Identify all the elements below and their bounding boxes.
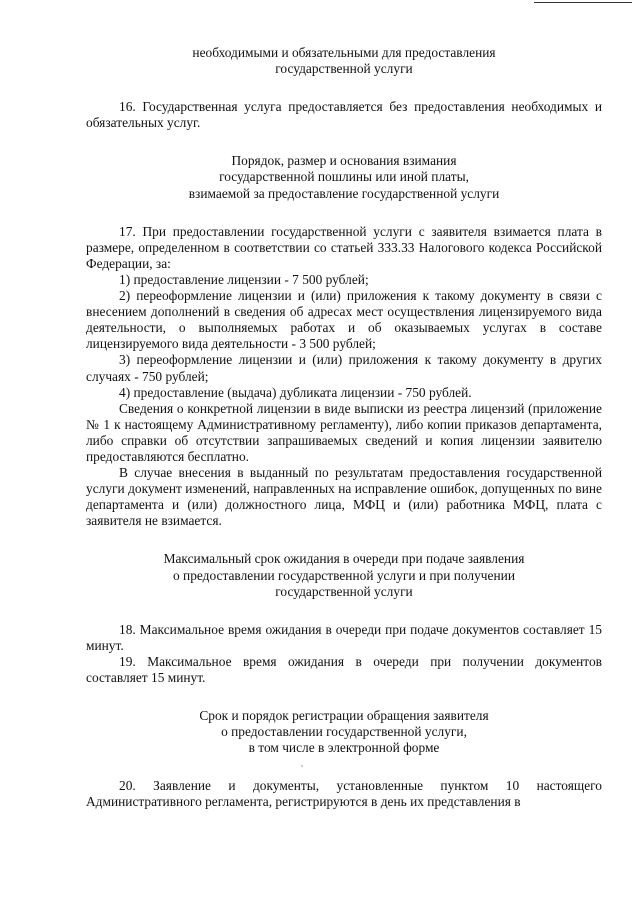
heading-line: государственной услуги bbox=[275, 61, 413, 77]
section-heading-registration bbox=[86, 708, 602, 756]
paragraph-16: 16. Государственная услуга предоставляется без предоставления необходимых и обязательных услуг. bbox=[86, 99, 602, 131]
section-heading-fee bbox=[86, 153, 602, 201]
top-edge-rule bbox=[534, 2, 632, 3]
heading-line: в том числе в электронной форме bbox=[248, 740, 440, 756]
heading-line: о предоставлении государственной услуги, bbox=[221, 724, 467, 740]
heading-line: Максимальный срок ожидания в очереди при подаче заявления bbox=[163, 551, 525, 567]
heading-line: о предоставлении государственной услуги и при получении bbox=[173, 567, 515, 583]
heading-line: взимаемой за предоставление государственной услуги bbox=[188, 185, 500, 201]
paragraph-18: 18. Максимальное время ожидания в очереди при подаче документов составляет 15 минут. bbox=[86, 621, 602, 653]
heading-line: Срок и порядок регистрации обращения заявителя bbox=[199, 708, 489, 724]
heading-line: необходимыми и обязательными для предоставления bbox=[192, 45, 496, 60]
paragraph-free-info: Сведения о конкретной лицензии в виде выписки из реестра лицензий (приложение № 1 к настоящему Административному регламенту), либо копии приказов департамента, либо справки об отсутствии запрашиваемых сведений и копия лицензии заявителю предоставляются бесплатно. bbox=[86, 400, 602, 464]
section-heading-intro bbox=[86, 45, 602, 77]
heading-line: государственной пошлины или иной платы, bbox=[219, 169, 469, 185]
heading-line: Порядок, размер и основания взимания bbox=[231, 153, 457, 169]
paragraph-17: 17. При предоставлении государственной услуги с заявителя взимается плата в размере, определенном в соответствии со статьей 333.33 Налогового кодекса Российской Федерации, за: bbox=[86, 223, 602, 271]
heading-line: государственной услуги bbox=[275, 583, 413, 599]
section-heading-wait bbox=[86, 551, 602, 599]
scan-speck bbox=[301, 765, 303, 767]
fee-list-item: 3) переоформление лицензии и (или) приложения к такому документу в других случаях - 750 рублей; bbox=[86, 352, 602, 384]
fee-list-item: 2) переоформление лицензии и (или) приложения к такому документу в связи с внесением дополнений в сведения об адресах мест осуществления лицензируемого вида деятельности, о выполняемых работах и об оказываемых услугах в составе лицензируемого вида деятельности - 3 500 рублей; bbox=[86, 288, 602, 352]
paragraph-error-correction: В случае внесения в выданный по результатам предоставления государственной услуги документ изменений, направленных на исправление ошибок, допущенных по вине департамента и (или) должностного лица, МФЦ и (или) работника МФЦ, плата с заявителя не взимается. bbox=[86, 465, 602, 529]
paragraph-19: 19. Максимальное время ожидания в очереди при получении документов составляет 15 минут. bbox=[86, 653, 602, 685]
document-body bbox=[86, 45, 602, 811]
fee-list-item: 4) предоставление (выдача) дубликата лицензии - 750 рублей. bbox=[119, 384, 472, 400]
fee-list-item: 1) предоставление лицензии - 7 500 рублей; bbox=[119, 271, 369, 287]
paragraph-20: 20. Заявление и документы, установленные пунктом 10 настоящего Административного регламента, регистрируются в день их представления в bbox=[86, 778, 602, 810]
